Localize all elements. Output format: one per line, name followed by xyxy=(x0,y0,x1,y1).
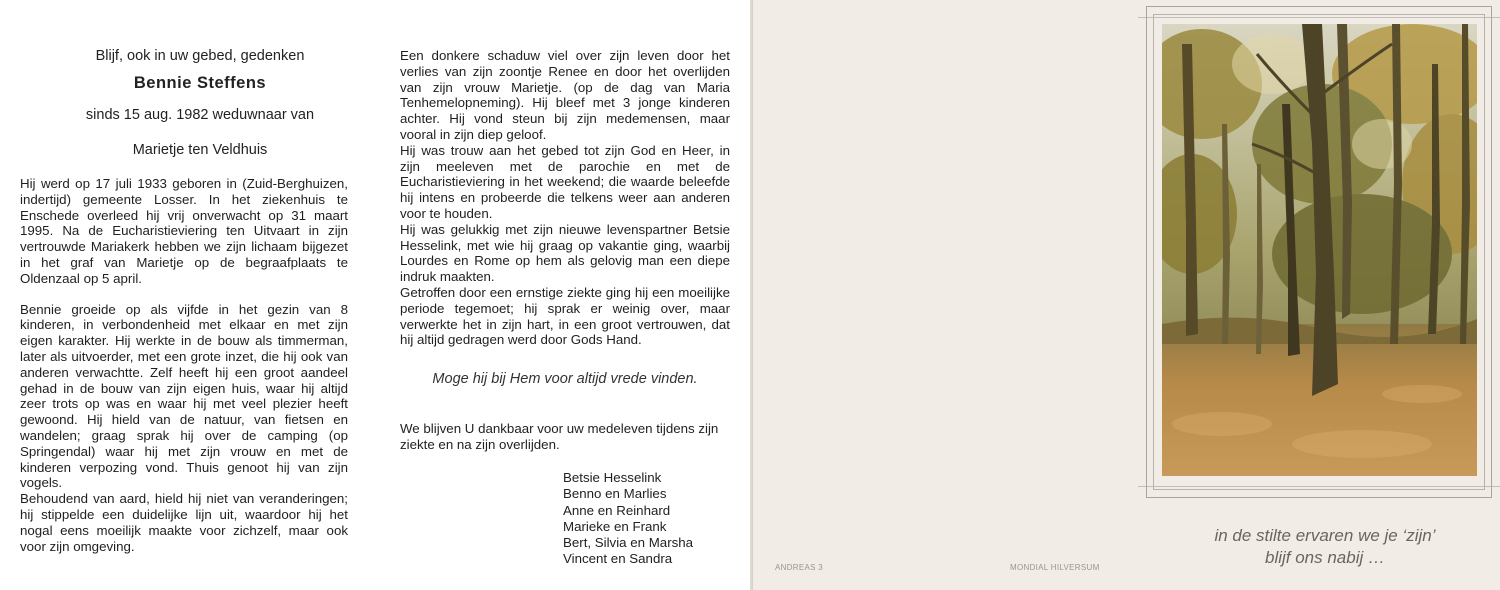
widower-line: sinds 15 aug. 1982 weduwnaar van xyxy=(85,107,315,123)
family-member: Benno en Marlies xyxy=(563,486,667,502)
verse-line: blijf ons nabij … xyxy=(1264,548,1385,567)
motto: Moge hij bij Hem voor altijd vrede vinden. xyxy=(432,371,698,387)
intro-line: Blijf, ook in uw gebed, gedenken xyxy=(95,48,305,64)
biography-paragraph: Hij werd op 17 juli 1933 geboren in (Zuid-Berghuizen, indertijd) gemeente Losser. In het ziekenhuis te Enschede overleed hij vrij onverwacht op 31 maart 1995. Na de Eucharistieviering ten Uitvaart in zijn vertrouwde Mariakerk hebben we zijn lichaam bijgezet in het graf van Marietje op de begraafplaats te Oldenzaal op 5 april. xyxy=(20,176,348,286)
biography-paragraph: Een donkere schaduw viel over zijn leven door het verlies van zijn zoontje Renee en door het overlijden van zijn vrouw Marietje. (op de dag van Maria Tenhemelopneming). Hij bleef met 3 jonge kinderen achter. Hij vond steun bij zijn medemensen, maar vooral in zijn diep geloof. xyxy=(400,48,730,142)
family-member: Betsie Hesselink xyxy=(563,470,662,485)
biography-paragraph: Hij was gelukkig met zijn nieuwe levenspartner Betsie Hesselink, met wie hij graag op vakantie ging, waarbij Lourdes en Rome op hem als gelovig man een diepe indruk maakten. xyxy=(400,221,730,285)
family-member: Marieke en Frank xyxy=(563,518,667,534)
biography-paragraph: Hij was trouw aan het gebed tot zijn God en Heer, in zijn meeleven met de parochie en met de Eucharistieviering in het weekend; die waarde beleefde hij intens en probeerde die telkens weer aan anderen voor te houden. xyxy=(400,142,730,221)
imprint-publisher: MONDIAL HILVERSUM xyxy=(1010,563,1100,572)
deceased-name: Bennie Steffens xyxy=(133,74,267,92)
verse-line: in de stilte ervaren we je ‘zijn’ xyxy=(1214,526,1436,545)
biography-paragraph: Getroffen door een ernstige ziekte ging hij een moeilijke periode tegemoet; hij sprak er weinig over, maar verwerkte het in zijn hart, in een groot vertrouwen, dat hij altijd gedragen werd door Gods Hand. xyxy=(400,284,730,348)
biography-paragraph: Bennie groeide op als vijfde in het gezin van 8 kinderen, in verbondenheid met elkaar en met zijn eigen karakter. Hij werkte in de bouw als timmerman, later als uitvoerder, met een grote inzet, die hij ook van anderen verwachtte. Zelf heeft hij een groot aandeel gehad in de bouw van zijn eigen huis, waar hij altijd zeer trots op was en waar hij met veel plezier heeft gewoond. Hij hield van de natuur, van fietsen en wandelen; graag sprak hij over de camping (op Springendal) waar hij met zijn vrouw en met de kinderen verpozing vond. Thuis genoot hij van zijn vogels. xyxy=(20,301,348,491)
family-list xyxy=(563,470,693,568)
family-member: Vincent en Sandra xyxy=(563,551,673,567)
spouse-name: Marietje ten Veldhuis xyxy=(132,142,268,158)
biography-column-1 xyxy=(20,176,348,554)
fold-line xyxy=(750,0,753,590)
biography-paragraph: Behoudend van aard, hield hij niet van veranderingen; hij stippelde een duidelijke lijn uit, waardoor hij het nogal eens moeilijk maakte voor zichzelf, maar ook voor zijn omgeving. xyxy=(20,491,348,554)
cover-verse xyxy=(1160,525,1490,569)
family-member: Anne en Reinhard xyxy=(563,502,671,518)
family-member: Bert, Silvia en Marsha xyxy=(563,535,694,551)
forest-photo xyxy=(1162,24,1477,476)
imprint-series: ANDREAS 3 xyxy=(775,563,824,572)
biography-column-2 xyxy=(400,48,730,348)
thanks-text: We blijven U dankbaar voor uw medeleven tijdens zijn ziekte en na zijn overlijden. xyxy=(400,421,719,452)
